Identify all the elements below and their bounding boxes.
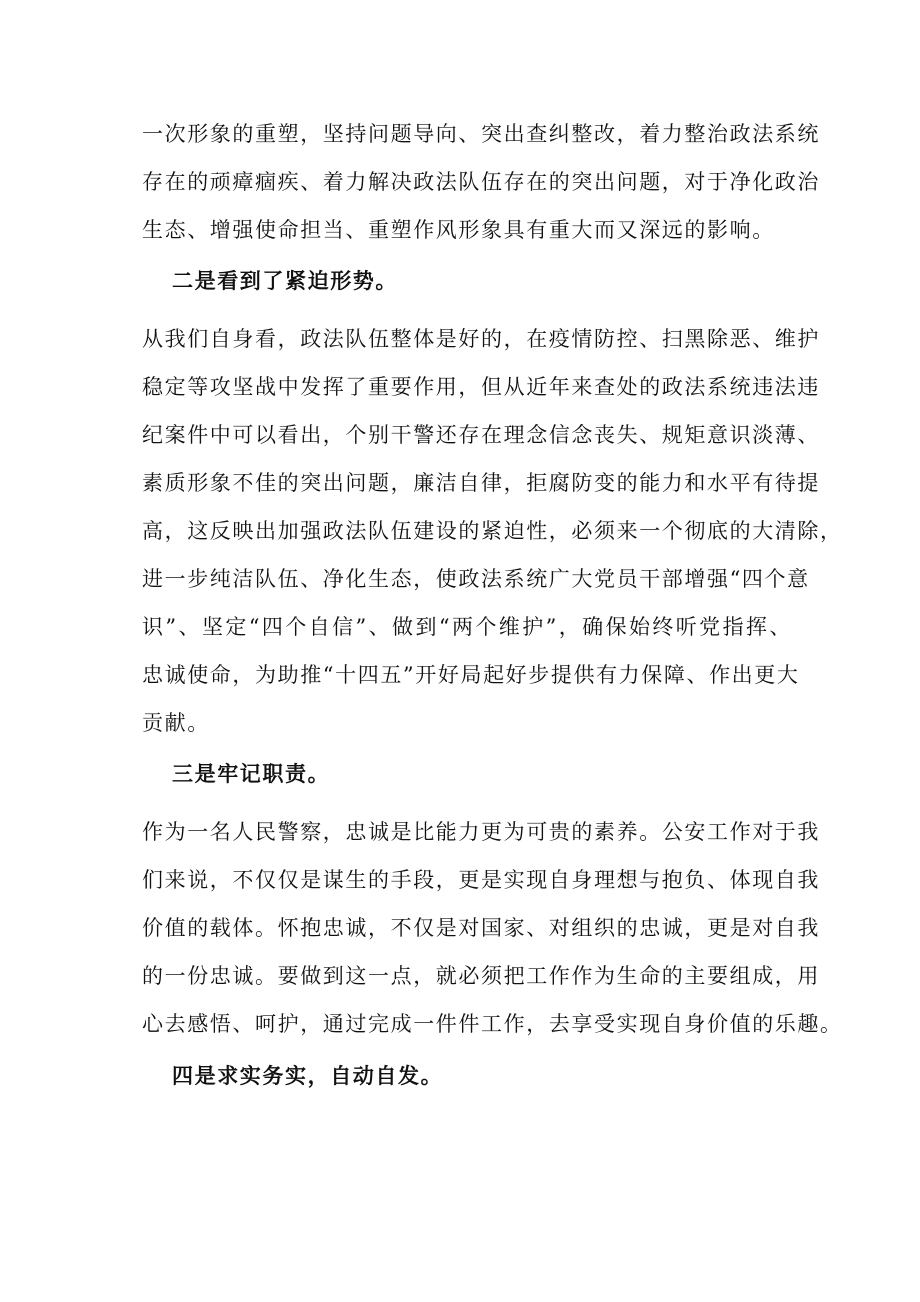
- paragraph-line: 稳定等攻坚战中发挥了重要作用，但从近年来查处的政法系统违法违: [142, 375, 820, 399]
- paragraph-1: [142, 110, 820, 254]
- paragraph-line: 高，这反映出加强政法队伍建设的紧迫性，必须来一个彻底的大清除，: [142, 519, 843, 543]
- paragraph-line: 纪案件中可以看出，个别干警还存在理念信念丧失、规矩意识淡薄、: [142, 423, 820, 447]
- section-heading-4: 四是求实务实，自动自发。: [172, 1063, 444, 1088]
- paragraph-line: 价值的载体。怀抱忠诚，不仅是对国家、对组织的忠诚，更是对自我: [142, 916, 820, 940]
- paragraph-3: [142, 808, 843, 1048]
- paragraph-line: 生态、增强使命担当、重塑作风形象具有重大而又深远的影响。: [142, 218, 775, 242]
- paragraph-line: 贡献。: [142, 711, 210, 735]
- paragraph-2: [142, 315, 843, 747]
- paragraph-line: 一次形象的重塑，坚持问题导向、突出查纠整改，着力整治政法系统: [142, 122, 820, 146]
- paragraph-line: 从我们自身看，政法队伍整体是好的，在疫情防控、扫黑除恶、维护: [142, 327, 820, 351]
- paragraph-line: 识”、坚定“四个自信”、做到“两个维护”，确保始终听党指挥、: [142, 615, 792, 639]
- section-heading-2: 二是看到了紧迫形势。: [172, 268, 398, 293]
- paragraph-line: 素质形象不佳的突出问题，廉洁自律，拒腐防变的能力和水平有待提: [142, 471, 820, 495]
- paragraph-line: 作为一名人民警察，忠诚是比能力更为可贵的素养。公安工作对于我: [142, 820, 820, 844]
- paragraph-line: 们来说，不仅仅是谋生的手段，更是实现自身理想与抱负、体现自我: [142, 868, 820, 892]
- section-heading-3: 三是牢记职责。: [172, 761, 331, 786]
- paragraph-line: 进一步纯洁队伍、净化生态，使政法系统广大党员干部增强“四个意: [142, 567, 810, 591]
- paragraph-line: 的一份忠诚。要做到这一点，就必须把工作作为生命的主要组成，用: [142, 964, 820, 988]
- paragraph-line: 心去感悟、呵护，通过完成一件件工作，去享受实现自身价值的乐趣。: [142, 1012, 843, 1036]
- paragraph-line: 存在的顽瘴痼疾、着力解决政法队伍存在的突出问题，对于净化政治: [142, 170, 820, 194]
- paragraph-line: 忠诚使命，为助推“十四五”开好局起好步提供有力保障、作出更大: [142, 663, 800, 687]
